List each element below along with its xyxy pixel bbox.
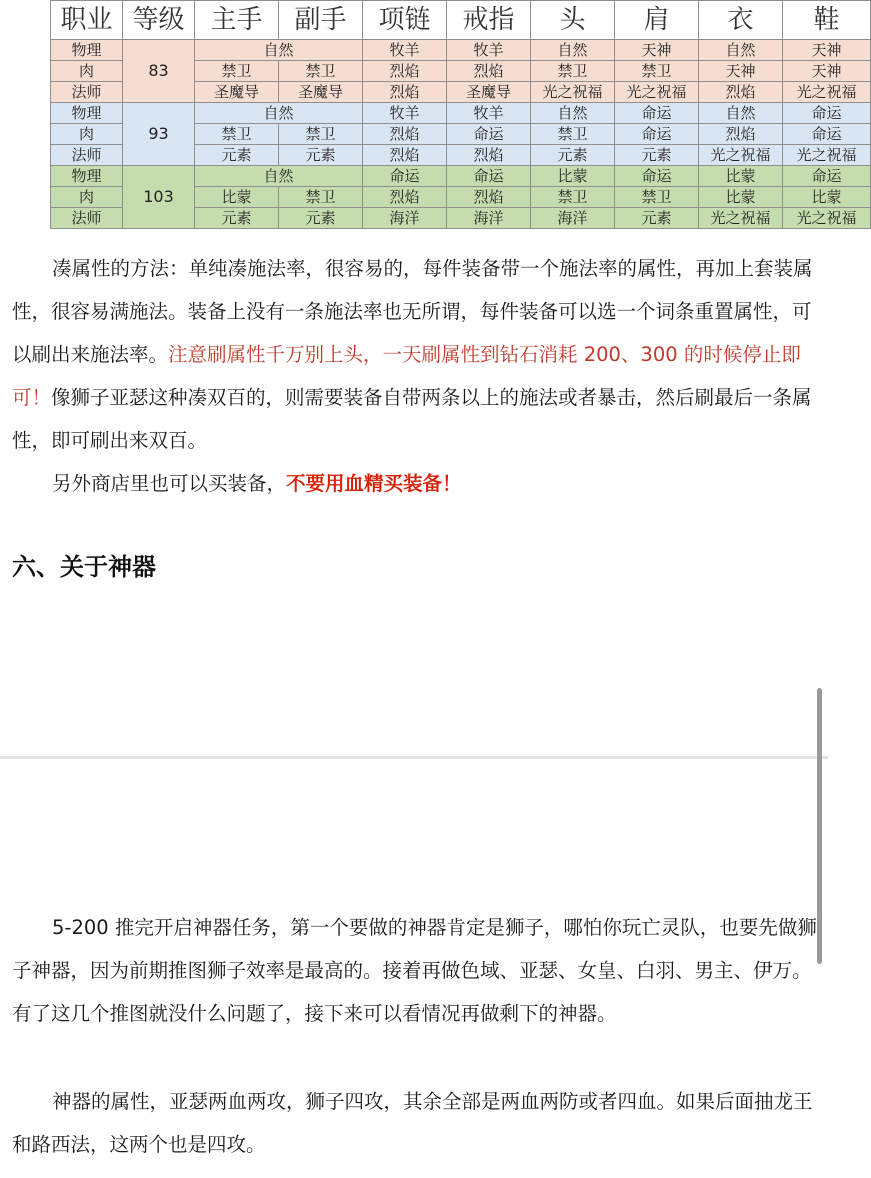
equipment-table-image <box>50 0 857 232</box>
equip-cell: 元素 <box>531 145 615 166</box>
equip-cell: 命运 <box>783 166 871 187</box>
job-cell: 肉 <box>51 124 123 145</box>
equip-cell: 海洋 <box>447 208 531 229</box>
level-cell: 83 <box>123 40 195 103</box>
equip-cell: 光之祝福 <box>783 145 871 166</box>
equip-cell: 禁卫 <box>279 187 363 208</box>
job-cell: 肉 <box>51 61 123 82</box>
equip-cell: 烈焰 <box>699 82 783 103</box>
table-header-cell: 戒指 <box>447 1 531 40</box>
equip-cell: 命运 <box>615 124 699 145</box>
equip-cell: 天神 <box>783 40 871 61</box>
equip-cell: 禁卫 <box>531 61 615 82</box>
equip-cell: 圣魔导 <box>447 82 531 103</box>
equip-cell: 光之祝福 <box>699 145 783 166</box>
equip-cell: 元素 <box>615 145 699 166</box>
equip-cell: 禁卫 <box>195 61 279 82</box>
table-header-cell: 肩 <box>615 1 699 40</box>
equip-cell: 元素 <box>279 145 363 166</box>
equip-cell: 烈焰 <box>447 145 531 166</box>
equip-cell: 自然 <box>195 166 363 187</box>
table-header-cell: 副手 <box>279 1 363 40</box>
table-header-cell: 衣 <box>699 1 783 40</box>
equip-cell: 烈焰 <box>363 187 447 208</box>
table-row <box>51 166 871 187</box>
equip-cell: 命运 <box>615 103 699 124</box>
level-cell: 103 <box>123 166 195 229</box>
equip-cell: 禁卫 <box>615 61 699 82</box>
equip-cell: 命运 <box>363 166 447 187</box>
equip-cell: 禁卫 <box>615 187 699 208</box>
table-row <box>51 40 871 61</box>
equip-cell: 禁卫 <box>531 187 615 208</box>
equip-cell: 烈焰 <box>363 61 447 82</box>
shop-warning-text: 不要用血精买装备！ <box>286 472 462 495</box>
equip-cell: 光之祝福 <box>783 208 871 229</box>
equip-cell: 命运 <box>615 166 699 187</box>
equip-cell: 圣魔导 <box>195 82 279 103</box>
job-cell: 法师 <box>51 145 123 166</box>
equip-cell: 元素 <box>195 145 279 166</box>
level-cell: 93 <box>123 103 195 166</box>
equip-cell: 比蒙 <box>699 187 783 208</box>
equip-cell: 烈焰 <box>363 145 447 166</box>
paragraph-artifact-order: 5-200 推完开启神器任务，第一个要做的神器肯定是狮子，哪怕你玩亡灵队，也要先做狮子神器，因为前期推图狮子效率是最高的。接着再做色域、亚瑟、女皇、白羽、男主、伊万。有了这几个推图就没什么问题了，接下来可以看情况再做剩下的神器。 <box>12 916 817 1025</box>
equip-cell: 天神 <box>699 61 783 82</box>
equip-cell: 命运 <box>783 124 871 145</box>
job-cell: 物理 <box>51 40 123 61</box>
paragraph-artifact-stats: 神器的属性，亚瑟两血两攻，狮子四攻，其余全部是两血两防或者四血。如果后面抽龙王和路西法，这两个也是四攻。 <box>12 1090 813 1156</box>
equip-cell: 禁卫 <box>531 124 615 145</box>
equip-cell: 比蒙 <box>699 166 783 187</box>
equip-cell: 比蒙 <box>531 166 615 187</box>
equip-cell: 禁卫 <box>195 124 279 145</box>
job-cell: 物理 <box>51 103 123 124</box>
job-cell: 肉 <box>51 187 123 208</box>
equip-cell: 光之祝福 <box>531 82 615 103</box>
table-header-row <box>51 1 871 40</box>
equip-cell: 元素 <box>615 208 699 229</box>
table-header-cell: 等级 <box>123 1 195 40</box>
table-header-cell: 鞋 <box>783 1 871 40</box>
equip-cell: 光之祝福 <box>615 82 699 103</box>
equip-cell: 比蒙 <box>195 187 279 208</box>
table-header-cell: 职业 <box>51 1 123 40</box>
equipment-table <box>50 0 871 229</box>
equip-cell: 自然 <box>699 40 783 61</box>
equip-cell: 自然 <box>195 103 363 124</box>
job-cell: 法师 <box>51 82 123 103</box>
section-heading-artifacts: 六、关于神器 <box>12 553 156 581</box>
equip-cell: 自然 <box>531 103 615 124</box>
equip-cell: 海洋 <box>363 208 447 229</box>
job-cell: 物理 <box>51 166 123 187</box>
paragraph-stat-method: 凑属性的方法：单纯凑施法率，很容易的，每件装备带一个施法率的属性，再加上套装属性，很容易满施法。装备上没有一条施法率也无所谓，每件装备可以选一个词条重置属性，可以刷出来施法率。注意刷属性千万别上头，一天刷属性到钻石消耗 200、300 的时候停止即可！像狮子亚瑟这种凑双百的，则需要装备自带两条以上的施法或者暴击，然后刷最后一条属性，即可刷出来双百。 <box>12 257 813 452</box>
equip-cell: 天神 <box>783 61 871 82</box>
equip-cell: 命运 <box>783 103 871 124</box>
equip-cell: 自然 <box>195 40 363 61</box>
table-row <box>51 103 871 124</box>
warning-text: 注意刷属性千万别上头，一天刷属性到钻石消耗 200、300 的时候停止即可！ <box>12 343 801 409</box>
table-header-cell: 项链 <box>363 1 447 40</box>
equip-cell: 天神 <box>615 40 699 61</box>
equip-cell: 禁卫 <box>279 124 363 145</box>
equip-cell: 圣魔导 <box>279 82 363 103</box>
equip-cell: 光之祝福 <box>783 82 871 103</box>
equip-cell: 海洋 <box>531 208 615 229</box>
equip-cell: 比蒙 <box>783 187 871 208</box>
equip-cell: 禁卫 <box>279 61 363 82</box>
equip-cell: 烈焰 <box>363 82 447 103</box>
equip-cell: 烈焰 <box>699 124 783 145</box>
section-divider <box>0 756 828 759</box>
table-header-cell: 主手 <box>195 1 279 40</box>
paragraph-shop: 另外商店里也可以买装备，不要用血精买装备！ <box>52 472 462 495</box>
equip-cell: 命运 <box>447 166 531 187</box>
equip-cell: 牧羊 <box>447 103 531 124</box>
equip-cell: 烈焰 <box>363 124 447 145</box>
equip-cell: 烈焰 <box>447 61 531 82</box>
equip-cell: 元素 <box>195 208 279 229</box>
equip-cell: 命运 <box>447 124 531 145</box>
job-cell: 法师 <box>51 208 123 229</box>
equip-cell: 烈焰 <box>447 187 531 208</box>
equip-cell: 元素 <box>279 208 363 229</box>
equip-cell: 自然 <box>699 103 783 124</box>
equip-cell: 牧羊 <box>447 40 531 61</box>
equip-cell: 光之祝福 <box>699 208 783 229</box>
equip-cell: 牧羊 <box>363 103 447 124</box>
table-header-cell: 头 <box>531 1 615 40</box>
equip-cell: 自然 <box>531 40 615 61</box>
equip-cell: 牧羊 <box>363 40 447 61</box>
